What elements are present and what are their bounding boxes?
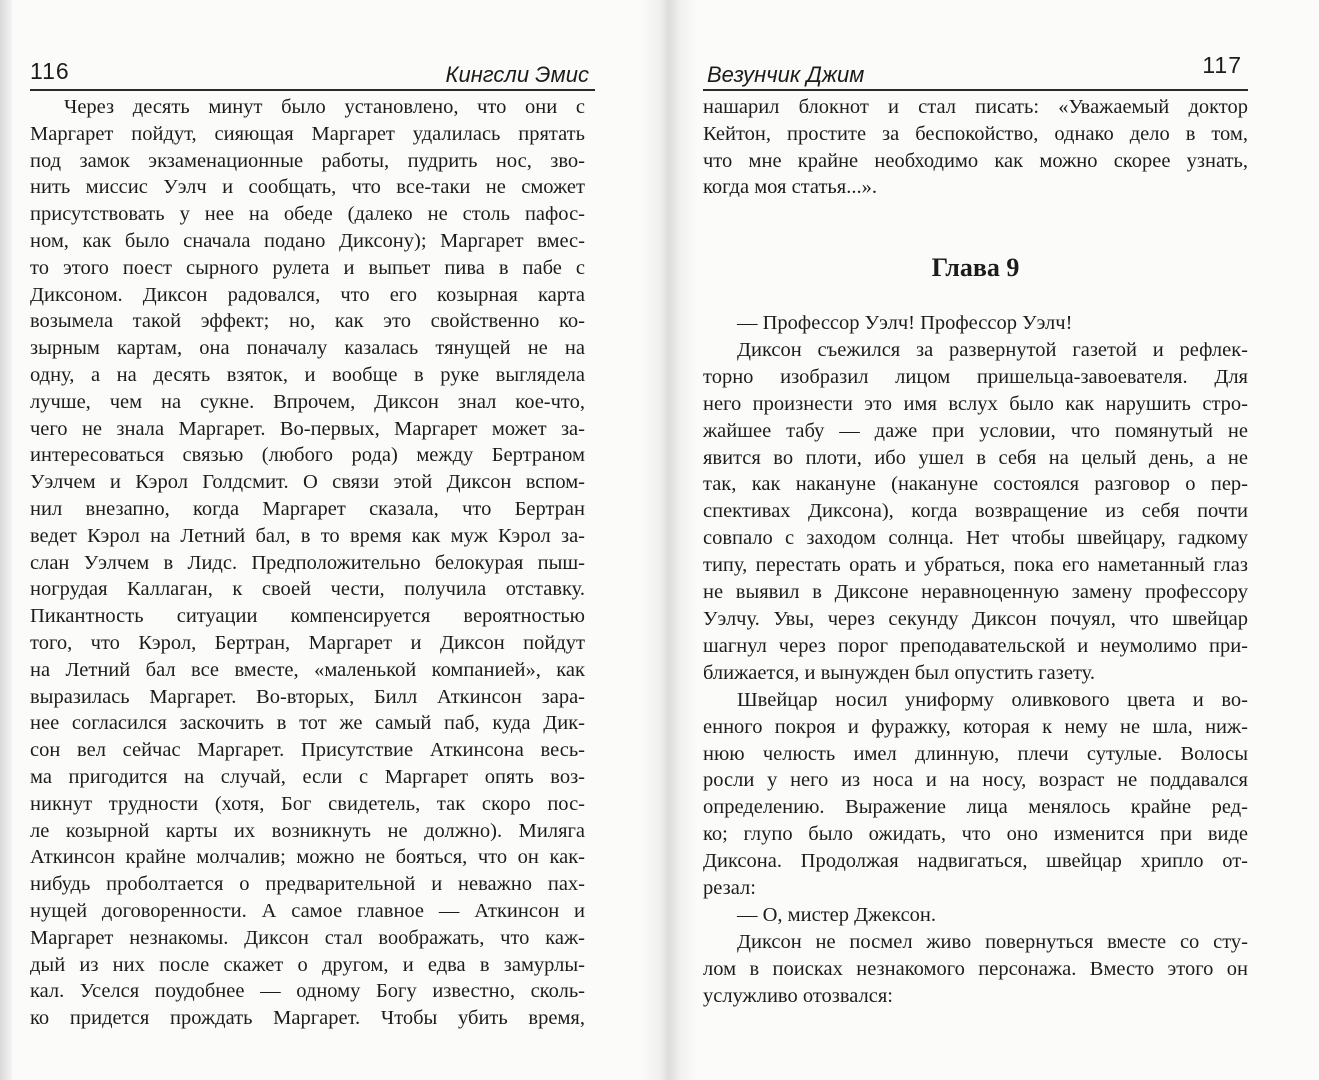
text-line: типу, перестать орать и убраться, пока его наметанный глаз bbox=[703, 554, 1248, 577]
text-line: совпало с заходом солнца. Нет чтобы швейцару, гадкому bbox=[703, 527, 1248, 550]
text-line: — Профессор Уэлч! Профессор Уэлч! bbox=[737, 312, 1073, 334]
text-line: ном, как было сначала подано Диксону); Маргарет вмес- bbox=[30, 229, 585, 252]
page-edge bbox=[0, 0, 12, 1080]
text-line: то этого поест сырного рулета и выпьет пива в пабе с bbox=[30, 256, 585, 279]
text-line: под замок экзаменационные работы, пудрить нос, зво- bbox=[30, 149, 585, 172]
text-line: ко; глупо было ожидать, что оно изменится при виде bbox=[703, 823, 1248, 846]
text-line: определению. Выражение лица менялось крайне ред- bbox=[703, 796, 1248, 819]
left-running-title: Кингсли Эмис bbox=[445, 62, 589, 87]
text-line: лом в поисках незнакомого персонажа. Вместо этого он bbox=[703, 957, 1248, 980]
text-line: никнут трудности (хотя, Бог свидетель, так скоро пос- bbox=[30, 792, 585, 815]
text-line: явится во плоти, ибо ушел в себя на целый день, а не bbox=[703, 446, 1248, 469]
left-page bbox=[30, 0, 595, 1080]
text-line: шагнул через порог преподавательской и неумолимо при- bbox=[703, 634, 1248, 657]
text-line: выразилась Маргарет. Во-вторых, Билл Аткинсон зара- bbox=[30, 685, 585, 708]
text-line: ле козырной карты их возникнуть не должно). Миляга bbox=[30, 819, 585, 842]
text-line: Пикантность ситуации компенсируется вероятностью bbox=[30, 605, 585, 628]
text-line: слан Уэлчем в Лидс. Предположительно белокурая пыш- bbox=[30, 551, 585, 574]
text-line: что мне крайне необходимо как можно скорее узнать, bbox=[703, 149, 1248, 172]
text-line: Кейтон, простите за беспокойство, однако дело в том, bbox=[703, 122, 1248, 145]
text-line: спективах Диксона), когда возвращение из себя почти bbox=[703, 500, 1248, 523]
right-page-body-text bbox=[703, 310, 1248, 1010]
right-page bbox=[703, 0, 1248, 1080]
text-line: нибудь проболтается о предварительной и неважно пах- bbox=[30, 873, 585, 896]
text-line: нущей договоренности. А самое главное — Аткинсон и bbox=[30, 899, 585, 922]
text-line: дый из них после скажет о другом, и едва в замурлы- bbox=[30, 953, 585, 976]
text-line: так, как накануне (накануне состоялся разговор о пер- bbox=[703, 473, 1248, 496]
text-line: нюю челюсть имел длинную, плечи сутулые. Волосы bbox=[703, 742, 1248, 765]
text-line: нее согласился заскочить в тот же самый паб, куда Дик- bbox=[30, 712, 585, 735]
text-line: Швейцар носил униформу оливкового цвета и во- bbox=[737, 688, 1248, 711]
text-line: ведет Кэрол на Летний бал, в то время как муж Кэрол за- bbox=[30, 524, 585, 547]
right-header-rule bbox=[703, 89, 1248, 91]
text-line: ко придется прождать Маргарет. Чтобы убить время, bbox=[30, 1007, 585, 1030]
left-header-rule bbox=[30, 89, 595, 91]
text-line: Диксоном. Диксон радовался, что его козырная карта bbox=[30, 283, 585, 306]
text-line: услужливо отозвался: bbox=[703, 984, 893, 1007]
text-line: Диксона. Продолжая надвигаться, швейцар хрипло от- bbox=[703, 850, 1248, 873]
text-line: ближается, и вынужден был опустить газету. bbox=[703, 661, 1095, 684]
right-page-top-text bbox=[703, 94, 1248, 201]
text-line: Диксон съежился за развернутой газетой и рефлек- bbox=[737, 338, 1248, 361]
left-page-text bbox=[30, 94, 585, 1032]
text-line: — О, мистер Джексон. bbox=[737, 903, 937, 926]
text-line: присутствовать у нее на обеде (далеко не столь пафос- bbox=[30, 203, 585, 226]
text-line: чего не знала Маргарет. Во-первых, Маргарет может за- bbox=[30, 417, 585, 440]
right-running-head bbox=[703, 52, 1248, 90]
text-line: на Летний бал все вместе, «маленькой компанией», как bbox=[30, 658, 585, 681]
text-line: возымела такой эффект; но, как это свойственно ко- bbox=[30, 310, 585, 333]
right-running-title: Везунчик Джим bbox=[707, 62, 865, 87]
text-line: ма пригодится на случай, если с Маргарет опять воз- bbox=[30, 765, 585, 788]
left-running-head bbox=[30, 58, 595, 90]
text-line: зырным картам, она поначалу казалась тянущей не на bbox=[30, 337, 585, 360]
text-line: ногрудая Каллаган, к своей чести, получила отставку. bbox=[30, 578, 585, 601]
text-line: Уэлчу. Увы, через секунду Диксон почуял, что швейцар bbox=[703, 607, 1248, 630]
text-line: того, что Кэрол, Бертран, Маргарет и Диксон пойдут bbox=[30, 631, 585, 654]
text-line: Маргарет пойдут, сияющая Маргарет удалилась прятать bbox=[30, 122, 585, 145]
text-line: когда моя статья...». bbox=[703, 176, 877, 199]
text-line: резал: bbox=[703, 877, 756, 900]
chapter-title: Глава 9 bbox=[931, 253, 1020, 282]
text-line: не выявил в Диксоне неравноценную замену профессору bbox=[703, 581, 1248, 604]
text-line: жайшее табу — даже при условии, что помянутый не bbox=[703, 419, 1248, 442]
text-line: Аткинсон крайне молчалив; можно не бояться, что он как- bbox=[30, 846, 585, 869]
text-line: нил внезапно, когда Маргарет сказала, что Бертран bbox=[30, 497, 585, 520]
left-page-number: 116 bbox=[30, 58, 70, 84]
right-page-number: 117 bbox=[1202, 52, 1242, 78]
text-line: него произнести это имя вслух было как нарушить стро- bbox=[703, 392, 1248, 415]
text-line: енного покроя и фуражку, которая к нему не шла, ниж- bbox=[703, 715, 1248, 738]
text-line: лучше, чем на сукне. Впрочем, Диксон знал кое-что, bbox=[30, 390, 585, 413]
text-line: Уэлчем и Кэрол Голдсмит. О связи этой Диксон вспом- bbox=[30, 471, 585, 494]
text-line: сон вел сейчас Маргарет. Присутствие Аткинсона весь- bbox=[30, 739, 585, 762]
text-line: Маргарет незнакомы. Диксон стал воображать, что каж- bbox=[30, 926, 585, 949]
text-line: нить миссис Уэлч и сообщать, что все-таки не сможет bbox=[30, 176, 585, 199]
text-line: росли у него из носа и на носу, возраст не поддавался bbox=[703, 769, 1248, 792]
text-line: Через десять минут было установлено, что они с bbox=[64, 96, 585, 118]
text-line: нашарил блокнот и стал писать: «Уважаемый доктор bbox=[703, 96, 1248, 118]
text-line: Диксон не посмел живо повернуться вместе со сту- bbox=[737, 930, 1248, 953]
text-line: торно изобразил лицом пришельца-завоевателя. Для bbox=[703, 365, 1248, 388]
spine-shadow bbox=[640, 0, 698, 1080]
text-line: кал. Уселся поудобнее — одному Богу известно, сколь- bbox=[30, 980, 585, 1003]
text-line: одну, а на десять взяток, и вообще в руке выглядела bbox=[30, 363, 585, 386]
text-line: интересоваться связью (любого рода) между Бертраном bbox=[30, 444, 585, 467]
